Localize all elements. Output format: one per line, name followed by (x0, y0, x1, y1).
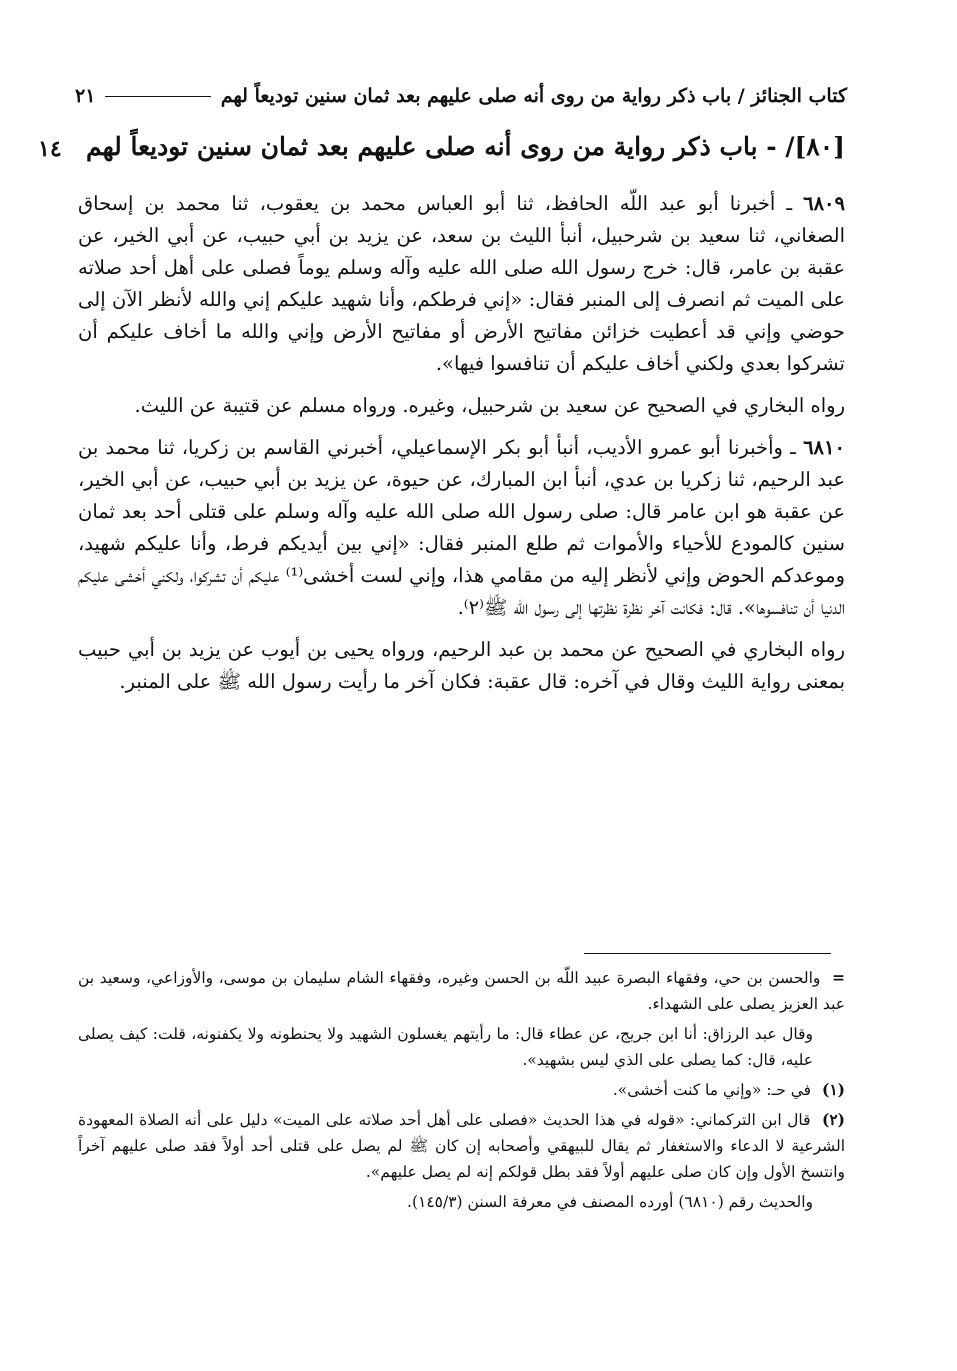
footnotes (78, 965, 845, 1219)
hadith-number: ٦٨١٠ (803, 436, 845, 459)
chapter-title: [٨٠]/ - باب ذكر رواية من روى أنه صلى عليهم بعد ثمان سنين توديعاً لهم (86, 132, 845, 161)
header-rule (105, 96, 210, 97)
commentary-paragraph (78, 634, 845, 698)
footnote-separator (584, 953, 831, 954)
paragraph-text: رواه البخاري في الصحيح عن محمد بن عبد الرحيم، ورواه يحيى بن أيوب عن يزيد بن أبي حبيب بمعنى رواية الليث وقال في آخره: قال عقبة: فكان آخر ما رأيت رسول الله ﷺ على المنبر. (78, 638, 845, 693)
footnote (78, 1021, 845, 1073)
paragraph-text: رواه البخاري في الصحيح عن سعيد بن شرحبيل، وغيره. ورواه مسلم عن قتيبة عن الليث. (134, 394, 845, 417)
hadith-paragraph (78, 188, 845, 380)
page-number: ٢١ (75, 85, 96, 107)
footnote-text: والحسن بن حي، وفقهاء البصرة عبيد اللّه بن الحسن وغيره، وفقهاء الشام سليمان بن موسى، والأوزاعي، وسعيد بن عبد العزيز يصلى على الشهداء. (78, 969, 845, 1013)
footnote-marker: (١) (821, 1080, 845, 1099)
footnote-marker: = (831, 968, 845, 987)
hadith-paragraph (78, 432, 845, 624)
footnote (78, 965, 845, 1017)
paragraph-text: ـ أخبرنا أبو عبد اللّه الحافظ، ثنا أبو العباس محمد بن يعقوب، ثنا محمد بن إسحاق الصغاني، ثنا سعيد بن شرحبيل، أنبأ الليث بن سعد، عن يزيد بن أبي حبيب، عن أبي الخير، عن عقبة بن عامر، قال: خرج رسول الله صلى الله عليه وآله وسلم يوماً فصلى على أهل أحد صلاته على الميت ثم انصرف إلى المنبر فقال: «إني فرطكم، وأنا شهيد عليكم إني والله لأنظر الآن إلى حوضي وإني قد أعطيت خزائن مفاتيح الأرض أو مفاتيح الأرض وإني والله ما أخاف عليكم أن تشركوا بعدي ولكني أخاف عليكم أن تنافسوا فيها». (78, 192, 845, 375)
footnote-text: قال ابن التركماني: «قوله في هذا الحديث «فصلى على أهل أحد صلاته على الميت» دليل على أنه الصلاة المعهودة الشرعية لا الدعاء والاستغفار ثم يقال للبيهقي وأصحابه إن كان ﷺ لم يصل على قتلى أحد أولاً فقد صلى عليهم آخراً وانتسخ الأول وإن كان صلى عليهم أولاً فقد بطل قولكم إنه لم يصل عليهم». (78, 1111, 845, 1181)
footnote-text: والحديث رقم (٦٨١٠) أورده المصنف في معرفة السنن (١٤٥/٣). (407, 1193, 813, 1211)
margin-section-number: ١٤ (38, 136, 62, 162)
footnote-marker: (٢) (821, 1110, 845, 1129)
footnote-text: وقال عبد الرزاق: أنا ابن جريج، عن عطاء قال: ما رأيتهم يغسلون الشهيد ولا يحنطونه ولا يكفنونه، قلت: كيف يصلى عليه، قال: كما يصلى على الذي ليس بشهيد». (78, 1025, 813, 1069)
hadith-number: ٦٨٠٩ (803, 192, 845, 215)
footnote (78, 1077, 845, 1103)
running-header-title: كتاب الجنائز / باب ذكر رواية من روى أنه صلى عليهم بعد ثمان سنين توديعاً لهم (220, 85, 847, 107)
paragraph-text: ـ وأخبرنا أبو عمرو الأديب، أنبأ أبو بكر الإسماعيلي، أخبرني القاسم بن زكريا، ثنا محمد بن عبد الرحيم، ثنا زكريا بن عدي، أنبأ ابن المبارك، عن حيوة، عن يزيد بن أبي حبيب، عن أبي الخير، عن عقبة هو ابن عامر قال: صلى رسول الله صلى الله عليه وآله وسلم على قتلى أحد بعد ثمان سنين كالمودع للأحياء والأموات ثم طلع المنبر فقال: «إني بين أيديكم فرط، وأنا عليكم شهيد، وموعدكم الحوض وإني لأنظر إليه من مقامي هذا، وإني لست أخشى⁽¹⁾ عليكم أن تشركوا، ولكني أخشى عليكم الدنيا أن تنافسوها». قال: فكانت آخر نظرة نظرتها إلى رسول الله ﷺ⁽٢⁾. (78, 436, 845, 619)
commentary-paragraph (78, 390, 845, 422)
footnote (78, 1107, 845, 1185)
footnote (78, 1189, 845, 1215)
footnote-text: في حـ: «وإني ما كنت أخشى». (612, 1081, 812, 1099)
running-header (75, 80, 847, 112)
main-text (78, 188, 845, 708)
